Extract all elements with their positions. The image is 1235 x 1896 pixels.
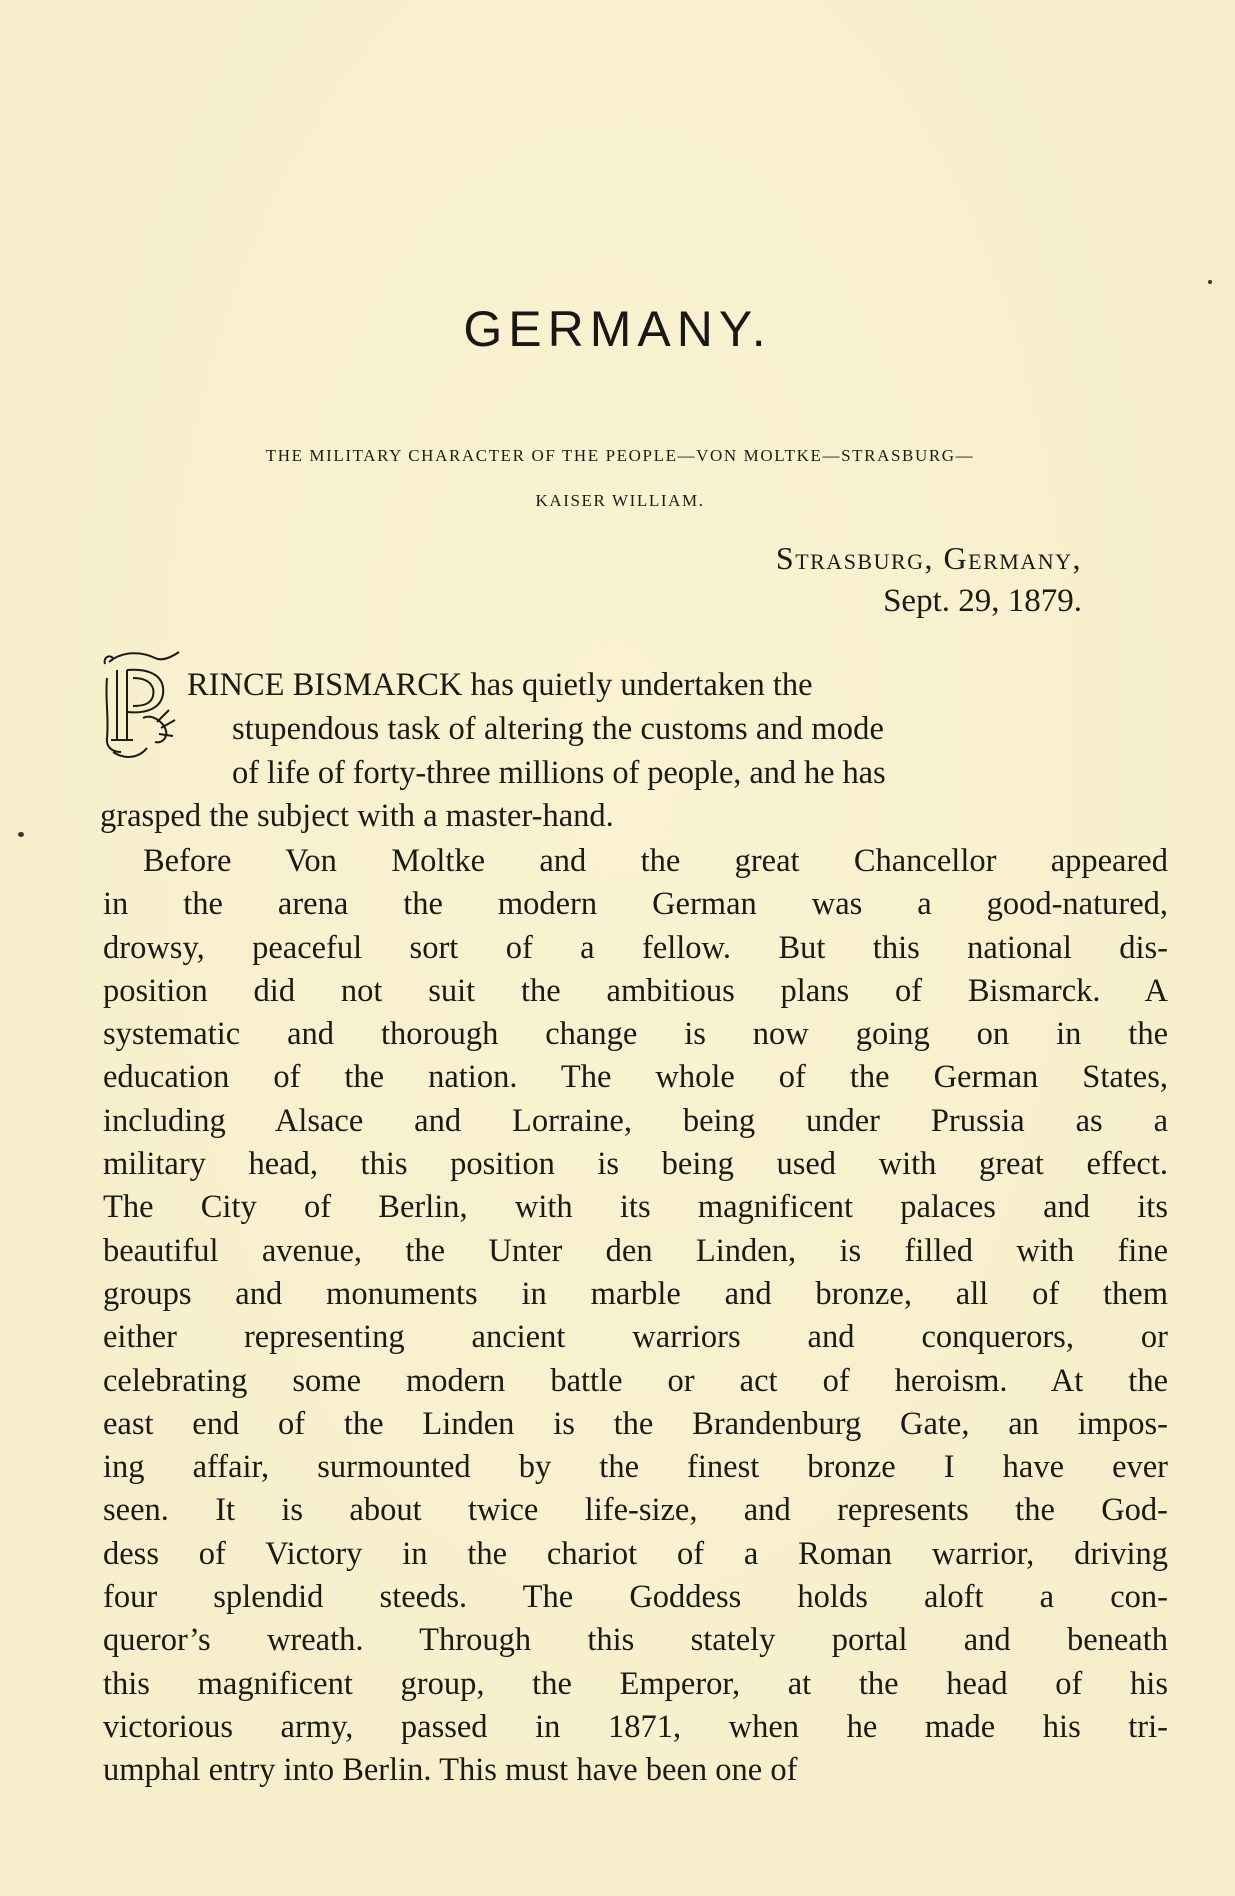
text-line: victorious army, passed in 1871, when he made his tri-: [103, 1708, 1168, 1745]
text-line: celebrating some modern battle or act of heroism. At the: [103, 1362, 1168, 1399]
paper-speck: [18, 832, 24, 837]
text-line: including Alsace and Lorraine, being under Prussia as a: [103, 1102, 1168, 1139]
opening-line-3: of life of forty-three millions of people, and he has: [232, 755, 886, 791]
chapter-subtitle-line-1: THE MILITARY CHARACTER OF THE PEOPLE—VON MOLTKE—STRASBURG—: [265, 446, 975, 465]
dateline-date: Sept. 29, 1879.: [883, 583, 1082, 619]
text-line: queror’s wreath. Through this stately portal and beneath: [103, 1622, 1168, 1659]
text-line: The City of Berlin, with its magnificent palaces and its: [103, 1189, 1168, 1226]
text-line: seen. It is about twice life-size, and represents the God-: [103, 1492, 1168, 1529]
text-line: east end of the Linden is the Brandenburg Gate, an impos-: [103, 1405, 1168, 1442]
body-paragraph: [103, 840, 1168, 1793]
text-line: this magnificent group, the Emperor, at the head of his: [103, 1665, 1168, 1702]
chapter-subtitle: [100, 433, 1140, 523]
opening-line-4: grasped the subject with a master-hand.: [100, 798, 614, 834]
opening-line-1: RINCE BISMARCK has quietly undertaken the: [187, 667, 813, 703]
text-line: systematic and thorough change is now going on in the: [103, 1016, 1168, 1053]
text-line: ing affair, surmounted by the finest bronze I have ever: [103, 1449, 1168, 1486]
chapter-title: GERMANY.: [463, 301, 772, 357]
text-line: beautiful avenue, the Unter den Linden, is filled with fine: [103, 1232, 1168, 1269]
text-line: four splendid steeds. The Goddess holds aloft a con-: [103, 1579, 1168, 1616]
text-line: Before Von Moltke and the great Chancellor appeared: [143, 843, 1168, 879]
dateline-place-text: Strasburg, Germany,: [775, 540, 1082, 576]
text-line: drowsy, peaceful sort of a fellow. But this national dis-: [103, 929, 1168, 966]
text-line: umphal entry into Berlin. This must have been one of: [103, 1752, 798, 1789]
text-line: education of the nation. The whole of the German States,: [103, 1059, 1168, 1096]
opening-line-2: stupendous task of altering the customs and mode: [232, 711, 884, 747]
ornamental-dropcap-icon: [103, 648, 185, 760]
text-line: dess of Victory in the chariot of a Roman warrior, driving: [103, 1535, 1168, 1572]
paper-speck: [1208, 280, 1212, 284]
paragraph-2: [103, 840, 1168, 1793]
dateline-place: [776, 540, 1082, 577]
text-line: in the arena the modern German was a good-natured,: [103, 886, 1168, 923]
text-line: military head, this position is being used with great effect.: [103, 1146, 1168, 1183]
text-line: groups and monuments in marble and bronze, all of them: [103, 1275, 1168, 1312]
text-line: position did not suit the ambitious plans of Bismarck. A: [103, 972, 1168, 1009]
text-line: either representing ancient warriors and conquerors, or: [103, 1319, 1168, 1356]
chapter-subtitle-line-2: KAISER WILLIAM.: [535, 491, 705, 510]
